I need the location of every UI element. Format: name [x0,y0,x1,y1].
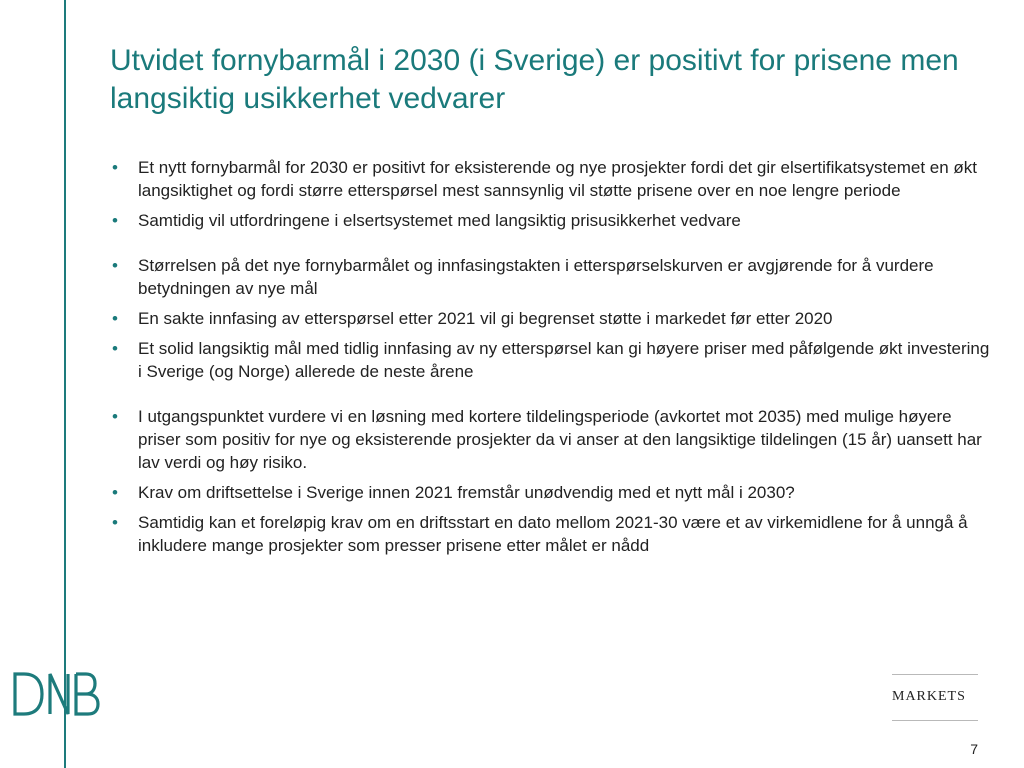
markets-rule-top [892,674,978,675]
dnb-logo [12,668,100,720]
bullet-text: Samtidig kan et foreløpig krav om en driftsstart en dato mellom 2021-30 være et av virkemidlene for å unngå å inkludere mange prosjekter som presser prisene etter målet er nådd [138,513,968,555]
bullet-item [110,481,990,504]
markets-rule-bottom [892,720,978,721]
bullet-list [110,156,990,557]
bullet-item [110,156,990,202]
bullet-spacer [110,330,990,337]
bullet-item [110,511,990,557]
bullet-dot-icon: • [112,339,118,358]
bullet-dot-icon: • [112,483,118,502]
vertical-accent-line [64,0,66,768]
bullet-text: En sakte innfasing av etterspørsel etter 2021 vil gi begrenset støtte i markedet før etter 2020 [138,309,833,328]
bullet-item [110,337,990,383]
bullet-text: Et nytt fornybarmål for 2030 er positivt for eksisterende og nye prosjekter fordi det gir elsertifikatsystemet en økt langsiktighet og fordi større etterspørsel mest sannsynlig vil støtte prisene over en noe lengre periode [138,158,978,200]
bullet-spacer [110,202,990,209]
bullet-text: Samtidig vil utfordringene i elsertsystemet med langsiktig prisusikkerhet vedvare [138,211,741,230]
bullet-text: Krav om driftsettelse i Sverige innen 2021 fremstår unødvendig med et nytt mål i 2030? [138,483,795,502]
bullet-item [110,209,990,232]
bullet-spacer [110,232,990,254]
bullet-dot-icon: • [112,211,118,230]
bullet-text: Et solid langsiktig mål med tidlig innfasing av ny etterspørsel kan gi høyere priser med påfølgende økt investering i Sverige (og Norge) allerede de neste årene [138,339,990,381]
markets-label: MARKETS [892,689,966,704]
bullet-dot-icon: • [112,407,118,426]
bullet-text: Størrelsen på det nye fornybarmålet og innfasingstakten i etterspørselskurven er avgjørende for å vurdere betydningen av nye mål [138,256,934,298]
bullet-dot-icon: • [112,256,118,275]
bullet-dot-icon: • [112,513,118,532]
bullet-dot-icon: • [112,309,118,328]
bullet-spacer [110,383,990,405]
slide-title: Utvidet fornybarmål i 2030 (i Sverige) er positivt for prisene men langsiktig usikkerhet vedvarer [110,44,959,115]
bullet-spacer [110,504,990,511]
bullet-text: I utgangspunktet vurdere vi en løsning med kortere tildelingsperiode (avkortet mot 2035) med mulige høyere priser som positiv for nye og eksisterende prosjekter da vi anser at den langsiktige tildelingen (15 år) uansett har lav verdi og høy risiko. [138,407,982,472]
bullet-spacer [110,300,990,307]
bullet-spacer [110,474,990,481]
bullet-item [110,405,990,474]
page-number: 7 [970,741,978,757]
bullet-dot-icon: • [112,158,118,177]
bullet-item [110,254,990,300]
bullet-item [110,307,990,330]
